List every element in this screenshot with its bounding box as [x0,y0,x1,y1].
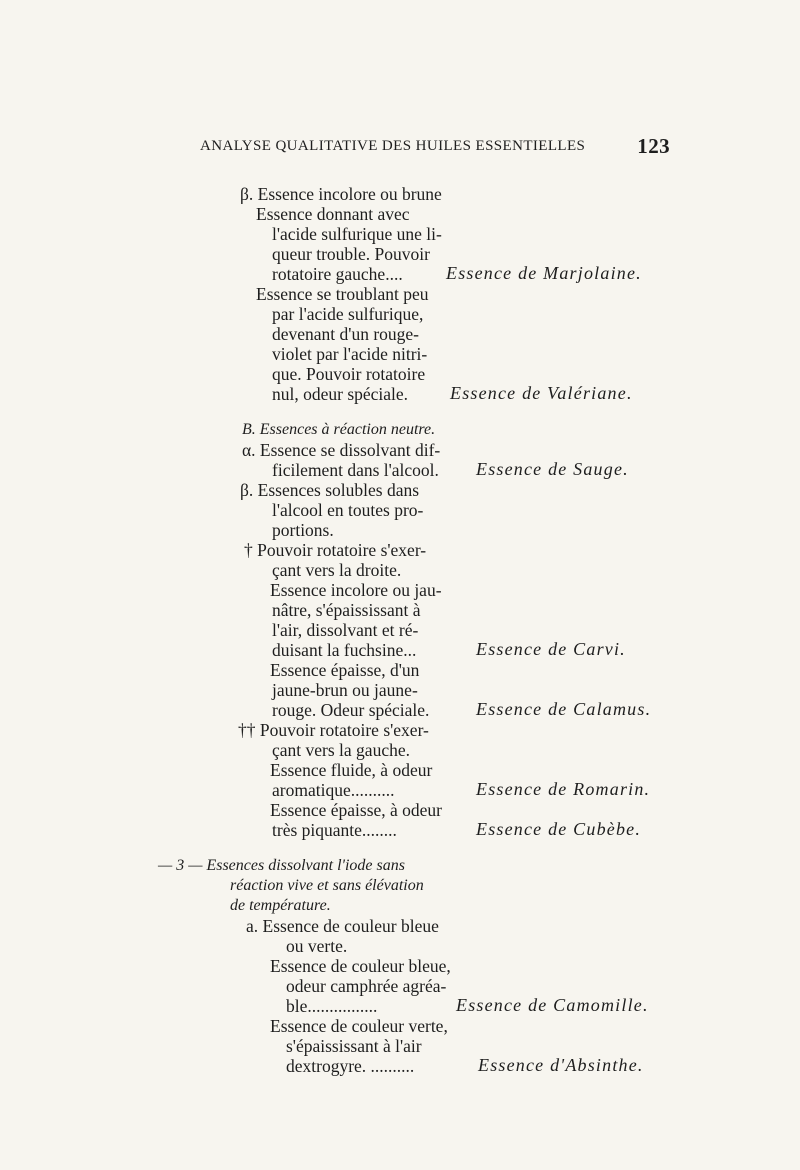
text-line: duisant la fuchsine... [272,640,417,660]
section-heading: — 3 — Essences dissolvant l'iode sans [158,857,405,874]
text-line: Essence de couleur verte, [270,1016,448,1036]
text-line: l'alcool en toutes pro- [272,500,424,520]
text-line: dextrogyre. .......... [286,1056,415,1076]
section-heading: réaction vive et sans élévation [230,877,424,894]
text-line: Essence épaisse, d'un [270,660,420,680]
text-line: Essence de couleur bleue, [270,956,451,976]
result-essence: Essence d'Absinthe. [478,1055,644,1075]
text-line: queur trouble. Pouvoir [272,244,430,264]
text-line: β. Essence incolore ou brune [240,184,442,204]
result-essence: Essence de Camomille. [456,995,649,1015]
text-line: rotatoire gauche.... [272,264,403,284]
text-line: s'épaississant à l'air [286,1036,422,1056]
text-line: portions. [272,520,334,540]
result-essence: Essence de Carvi. [476,639,626,659]
text-line: odeur camphrée agréa- [286,976,447,996]
text-line: Essence incolore ou jau- [270,580,442,600]
text-line: nâtre, s'épaississant à [272,600,421,620]
text-line: aromatique.......... [272,780,395,800]
page-number: 123 [637,134,670,158]
text-line: ou verte. [286,936,348,956]
section-heading: de température. [230,897,331,914]
text-line: que. Pouvoir rotatoire [272,364,426,384]
text-line: jaune-brun ou jaune- [272,680,418,700]
text-line: çant vers la gauche. [272,740,410,760]
text-line: Essence donnant avec [256,204,410,224]
text-line: devenant d'un rouge- [272,324,419,344]
result-essence: Essence de Romarin. [476,779,651,799]
running-title: ANALYSE QUALITATIVE DES HUILES ESSENTIELLES [200,138,586,154]
result-essence: Essence de Cubèbe. [476,819,642,839]
text-line: Essence épaisse, à odeur [270,800,443,820]
text-line: β. Essences solubles dans [240,480,420,500]
text-line: Essence se troublant peu [256,284,429,304]
text-line: nul, odeur spéciale. [272,384,409,404]
text-line: †† Pouvoir rotatoire s'exer- [238,720,429,740]
text-line: Essence fluide, à odeur [270,760,433,780]
text-line: rouge. Odeur spéciale. [272,700,430,720]
result-essence: Essence de Calamus. [476,699,652,719]
text-line: α. Essence se dissolvant dif- [242,440,441,460]
text-line: ble................ [286,996,378,1016]
text-line: très piquante........ [272,820,397,840]
text-line: çant vers la droite. [272,560,402,580]
result-essence: Essence de Sauge. [476,459,629,479]
text-line: par l'acide sulfurique, [272,304,424,324]
text-line: a. Essence de couleur bleue [246,916,439,936]
text-line: l'acide sulfurique une li- [272,224,442,244]
result-essence: Essence de Valériane. [450,383,633,403]
text-line: violet par l'acide nitri- [272,344,428,364]
section-heading: B. Essences à réaction neutre. [242,421,436,438]
result-essence: Essence de Marjolaine. [446,263,642,283]
text-line: ficilement dans l'alcool. [272,460,439,480]
text-line: † Pouvoir rotatoire s'exer- [244,540,427,560]
text-line: l'air, dissolvant et ré- [272,620,419,640]
